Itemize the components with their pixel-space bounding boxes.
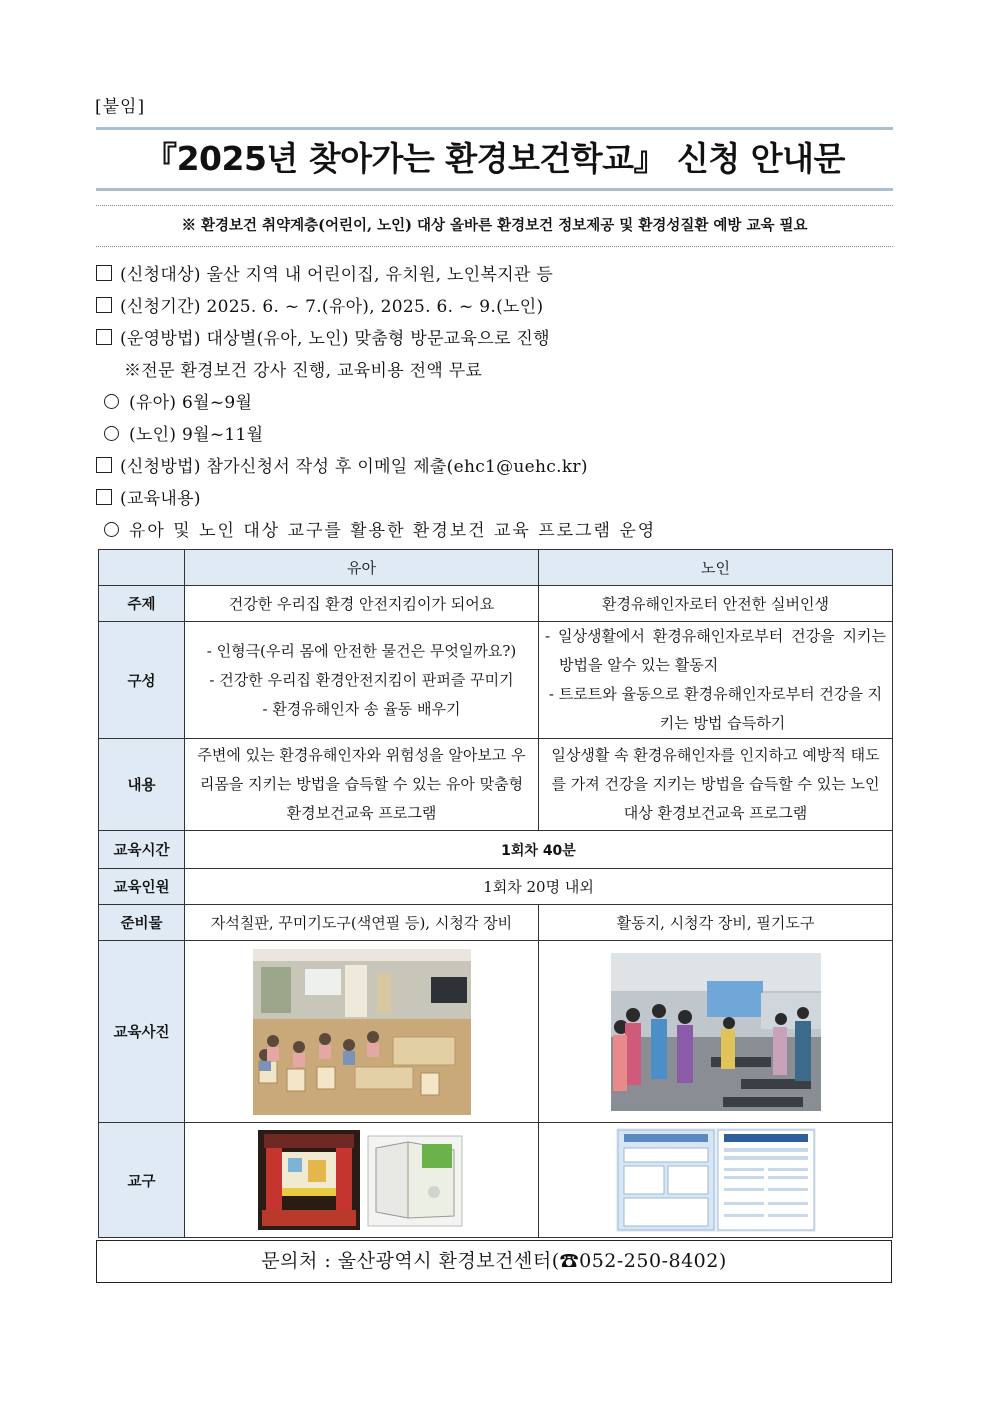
item-target-text: (신청대상) 울산 지역 내 어린이집, 유치원, 노인복지관 등 [120,265,554,285]
checkbox-icon [96,329,112,345]
compose-child-item: - 환경유해인자 송 율동 배우기 [262,699,461,718]
time-value: 1회차 40분 [185,831,893,869]
prep-senior: 활동지, 시청각 장비, 필기도구 [539,905,893,941]
compose-senior-item: - 일상생활에서 환경유해인자로부터 건강을 지키는 방법을 알수 있는 활동지 [545,627,886,674]
child-tools-photo [258,1130,466,1230]
row-compose-label: 구성 [99,622,185,739]
photo-child-cell [185,941,539,1123]
item-senior-schedule [104,420,263,445]
row-prep-label: 준비물 [99,905,185,941]
senior-tools-photo [616,1128,816,1232]
senior-class-photo [611,953,821,1111]
item-method-note: ※전문 환경보건 강사 진행, 교육비용 전액 무료 [124,361,483,381]
circle-bullet-icon [104,394,119,409]
program-table [98,549,893,1238]
item-child-schedule [104,388,252,413]
attachment-label: [붙임] [95,97,146,117]
notice-line: ※ 환경보건 취약계층(어린이, 노인) 대상 올바른 환경보건 정보제공 및 환경성질환 예방 교육 필요 [96,205,893,247]
header-senior: 노인 [539,550,893,586]
item-method-text: (운영방법) 대상별(유아, 노인) 맞춤형 방문교육으로 진행 [120,329,550,349]
header-child: 유아 [185,550,539,586]
content-sub-text: 유아 및 노인 대상 교구를 활용한 환경보건 교육 프로그램 운영 [129,521,657,541]
checkbox-icon [96,297,112,313]
checkbox-icon [96,489,112,505]
item-apply-text: (신청방법) 참가신청서 작성 후 이메일 제출(ehc1@uehc.kr) [120,457,588,477]
theme-senior: 환경유해인자로터 안전한 실버인생 [539,586,893,622]
item-content-text: (교육내용) [120,489,201,509]
compose-senior [539,622,893,739]
compose-child [185,622,539,739]
photo-senior-cell [539,941,893,1123]
item-period [96,292,543,317]
senior-tools-image [616,1128,816,1232]
row-photo-label: 교육사진 [99,941,185,1123]
item-method [96,324,550,349]
child-classroom-photo [253,949,471,1115]
row-people-label: 교육인원 [99,869,185,905]
header-blank [99,550,185,586]
tools-child-cell [185,1123,539,1238]
row-time-label: 교육시간 [99,831,185,869]
child-classroom-image [253,949,471,1115]
compose-senior-item: - 트로트와 율동으로 환경유해인자로부터 건강을 지키는 방법 습득하기 [548,685,883,732]
senior-class-image [611,953,821,1111]
page-title: 『2025년 찾아가는 환경보건학교』 신청 안내문 [144,139,845,178]
item-apply [96,452,588,477]
prep-child: 자석칠판, 꾸미기도구(색연필 등), 시청각 장비 [185,905,539,941]
child-schedule-text: (유아) 6월~9월 [129,393,253,413]
compose-child-item: - 인형극(우리 몸에 안전한 물건은 무엇일까요?) [206,641,517,660]
contact-box: 문의처 : 울산광역시 환경보건센터(☎052-250-8402) [96,1240,892,1283]
item-target [96,260,553,285]
checkbox-icon [96,265,112,281]
item-period-text: (신청기간) 2025. 6. ~ 7.(유아), 2025. 6. ~ 9.(노인) [120,297,544,317]
people-value: 1회차 20명 내외 [185,869,893,905]
content-child: 주변에 있는 환경유해인자와 위험성을 알아보고 우리몸을 지키는 방법을 습득할 수 있는 유아 맞춤형 환경보건교육 프로그램 [185,739,539,831]
circle-bullet-icon [104,522,119,537]
item-content [96,484,201,509]
item-content-sub [104,516,656,541]
row-theme-label: 주제 [99,586,185,622]
senior-schedule-text: (노인) 9월~11월 [129,425,264,445]
title-banner [96,127,893,191]
row-tools-label: 교구 [99,1123,185,1238]
tools-senior-cell [539,1123,893,1238]
checkbox-icon [96,457,112,473]
row-content-label: 내용 [99,739,185,831]
compose-child-item: - 건강한 우리집 환경안전지킴이 판퍼즐 꾸미기 [209,670,514,689]
child-tools-image [258,1130,466,1230]
theme-child: 건강한 우리집 환경 안전지킴이가 되어요 [185,586,539,622]
circle-bullet-icon [104,426,119,441]
content-senior: 일상생활 속 환경유해인자를 인지하고 예방적 태도를 가져 건강을 지키는 방법을 습득할 수 있는 노인 대상 환경보건교육 프로그램 [539,739,893,831]
